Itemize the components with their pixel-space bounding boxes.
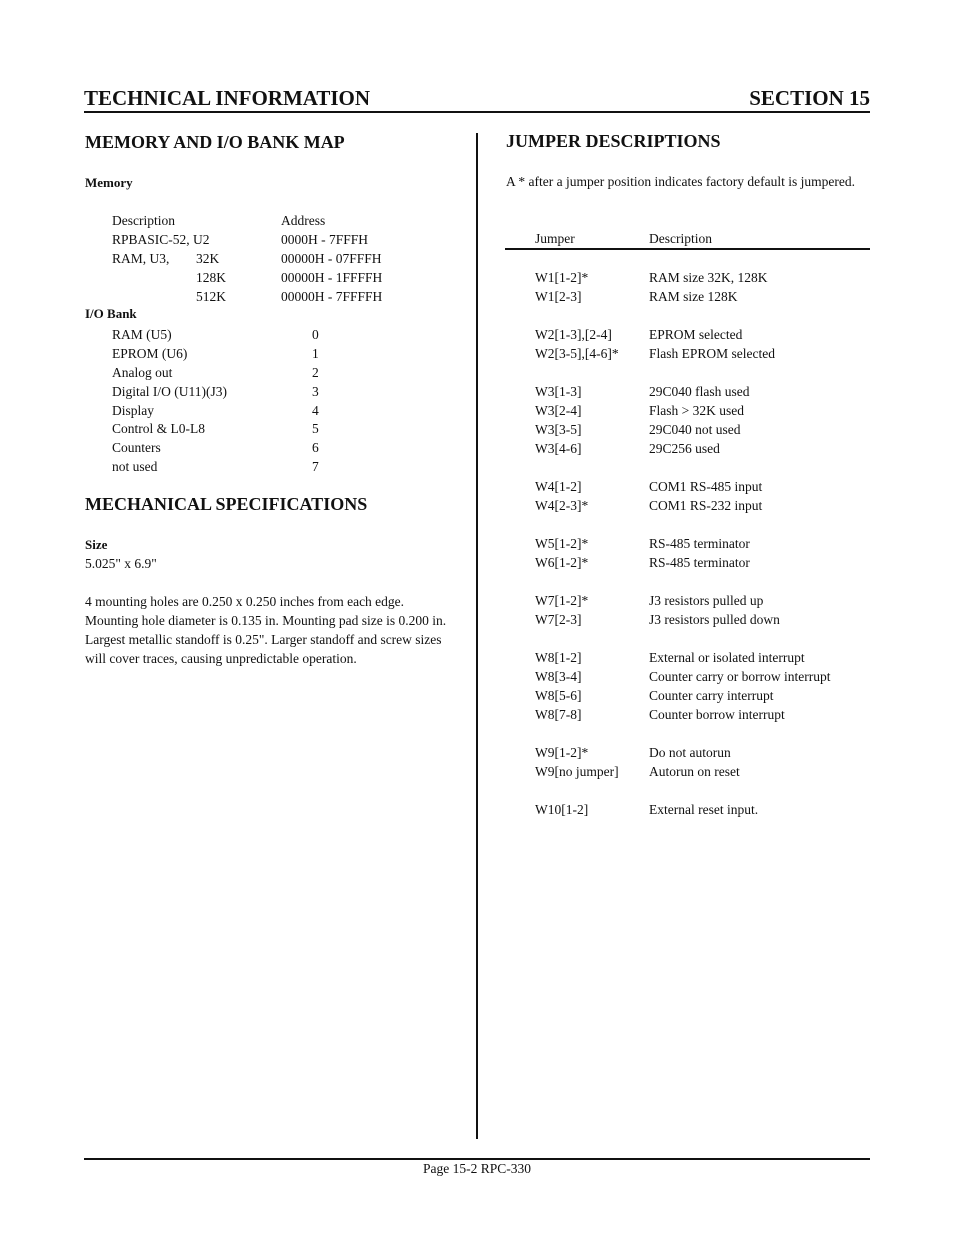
io-row-bank: 3: [312, 384, 319, 399]
jumper-description: Counter borrow interrupt: [649, 707, 785, 722]
table-row: [505, 287, 870, 306]
jumper-position: W4[1-2]: [535, 479, 582, 494]
table-row: [505, 477, 870, 496]
memory-col-address: Address: [281, 213, 326, 228]
table-row: [505, 610, 870, 629]
io-bank-label: I/O Bank: [85, 306, 137, 321]
memory-row-address: 00000H - 7FFFFH: [281, 289, 383, 304]
table-row: [505, 382, 870, 401]
memory-row-size: 128K: [196, 270, 226, 285]
jumper-description: RS-485 terminator: [649, 536, 750, 551]
jumper-description: Counter carry or borrow interrupt: [649, 669, 831, 684]
jumper-description: Counter carry interrupt: [649, 688, 774, 703]
jumper-position: W3[3-5]: [535, 422, 582, 437]
page-footer: Page 15-2 RPC-330: [423, 1161, 531, 1176]
jumper-position: W7[1-2]*: [535, 593, 589, 608]
jumper-description: EPROM selected: [649, 327, 743, 342]
table-row: [505, 762, 870, 781]
table-row: [505, 344, 870, 363]
memory-row-size: 512K: [196, 289, 226, 304]
jumper-position: W3[4-6]: [535, 441, 582, 456]
jumper-position: W10[1-2]: [535, 802, 589, 817]
jumper-position: W9[no jumper]: [535, 764, 619, 779]
jumper-description: RS-485 terminator: [649, 555, 750, 570]
jumper-description: 29C256 used: [649, 441, 720, 456]
mechanical-heading: MECHANICAL SPECIFICATIONS: [85, 494, 368, 514]
memory-row-address: 0000H - 7FFFH: [281, 232, 369, 247]
jumper-position: W1[2-3]: [535, 289, 582, 304]
jumper-col-header: Jumper: [535, 231, 575, 246]
jumper-intro: A * after a jumper position indicates factory default is jumpered.: [506, 174, 856, 189]
size-label: Size: [85, 537, 108, 552]
jumper-position: W2[1-3],[2-4]: [535, 327, 612, 342]
jumper-description: 29C040 not used: [649, 422, 741, 437]
jumper-description: Autorun on reset: [649, 764, 740, 779]
page-header-title: TECHNICAL INFORMATION: [84, 86, 371, 110]
table-row: [505, 800, 870, 819]
column-divider: [476, 133, 478, 1139]
io-row-bank: 4: [312, 403, 319, 418]
jumper-position: W2[3-5],[4-6]*: [535, 346, 619, 361]
table-row: [505, 439, 870, 458]
jumper-description: Do not autorun: [649, 745, 731, 760]
jumper-position: W9[1-2]*: [535, 745, 589, 760]
jumper-position: W4[2-3]*: [535, 498, 589, 513]
table-row: [505, 743, 870, 762]
table-row: [505, 705, 870, 724]
jumper-description: External or isolated interrupt: [649, 650, 805, 665]
memory-label: Memory: [85, 175, 133, 190]
footer-rule: [84, 1158, 870, 1160]
jumper-position: W6[1-2]*: [535, 555, 589, 570]
jumper-description: RAM size 128K: [649, 289, 738, 304]
table-row: [505, 553, 870, 572]
io-row-name: Display: [112, 403, 154, 418]
jumper-description: Flash > 32K used: [649, 403, 744, 418]
jumper-description: RAM size 32K, 128K: [649, 270, 768, 285]
table-row: [505, 591, 870, 610]
jumper-heading: JUMPER DESCRIPTIONS: [506, 131, 721, 151]
io-row-name: RAM (U5): [112, 327, 172, 342]
io-row-bank: 0: [312, 327, 319, 342]
table-row: [505, 420, 870, 439]
jumper-table: [505, 0, 870, 1150]
mounting-paragraph: 4 mounting holes are 0.250 x 0.250 inches from each edge. Mounting hole diameter is 0.135 in. Mounting pad size is 0.200 in. Largest metallic standoff is 0.25". Larger standoff and screw sizes will cover traces, causing unpredictable operation.: [85, 594, 447, 666]
table-row: [505, 325, 870, 344]
memory-row-description: RAM, U3,: [112, 251, 170, 266]
memory-col-description: Description: [112, 213, 175, 228]
io-row-name: Analog out: [112, 365, 173, 380]
memory-row-address: 00000H - 07FFFH: [281, 251, 382, 266]
jumper-position: W8[1-2]: [535, 650, 582, 665]
table-row: [505, 534, 870, 553]
io-row-name: Digital I/O (U11)(J3): [112, 384, 227, 399]
jumper-description: Flash EPROM selected: [649, 346, 775, 361]
table-row: [505, 686, 870, 705]
jumper-position: W8[7-8]: [535, 707, 582, 722]
jumper-description: 29C040 flash used: [649, 384, 750, 399]
io-row-bank: 5: [312, 421, 319, 436]
io-row-name: Counters: [112, 440, 161, 455]
memory-row-address: 00000H - 1FFFFH: [281, 270, 383, 285]
jumper-position: W3[2-4]: [535, 403, 582, 418]
size-value: 5.025" x 6.9": [85, 556, 157, 571]
jumper-position: W5[1-2]*: [535, 536, 589, 551]
jumper-description: J3 resistors pulled down: [649, 612, 780, 627]
table-row: [505, 401, 870, 420]
io-row-bank: 2: [312, 365, 319, 380]
io-row-name: not used: [112, 459, 158, 474]
jumper-position: W1[1-2]*: [535, 270, 589, 285]
page-header-section: SECTION 15: [749, 86, 870, 110]
jumper-description: External reset input.: [649, 802, 759, 817]
io-row-bank: 7: [312, 459, 319, 474]
io-row-bank: 6: [312, 440, 319, 455]
memory-row-description: RPBASIC-52, U2: [112, 232, 210, 247]
jumper-position: W3[1-3]: [535, 384, 582, 399]
jumper-position: W7[2-3]: [535, 612, 582, 627]
jumper-description: COM1 RS-232 input: [649, 498, 763, 513]
table-row: [505, 667, 870, 686]
io-row-name: EPROM (U6): [112, 346, 188, 361]
memory-map-heading: MEMORY AND I/O BANK MAP: [85, 132, 345, 152]
table-row: [505, 648, 870, 667]
memory-row-size: 32K: [196, 251, 220, 266]
io-row-name: Control & L0-L8: [112, 421, 205, 436]
jumper-description: J3 resistors pulled up: [649, 593, 764, 608]
jumper-description: COM1 RS-485 input: [649, 479, 763, 494]
jumper-position: W8[5-6]: [535, 688, 582, 703]
io-row-bank: 1: [312, 346, 319, 361]
table-row: [505, 496, 870, 515]
description-col-header: Description: [649, 231, 712, 246]
jumper-position: W8[3-4]: [535, 669, 582, 684]
table-row: [505, 268, 870, 287]
